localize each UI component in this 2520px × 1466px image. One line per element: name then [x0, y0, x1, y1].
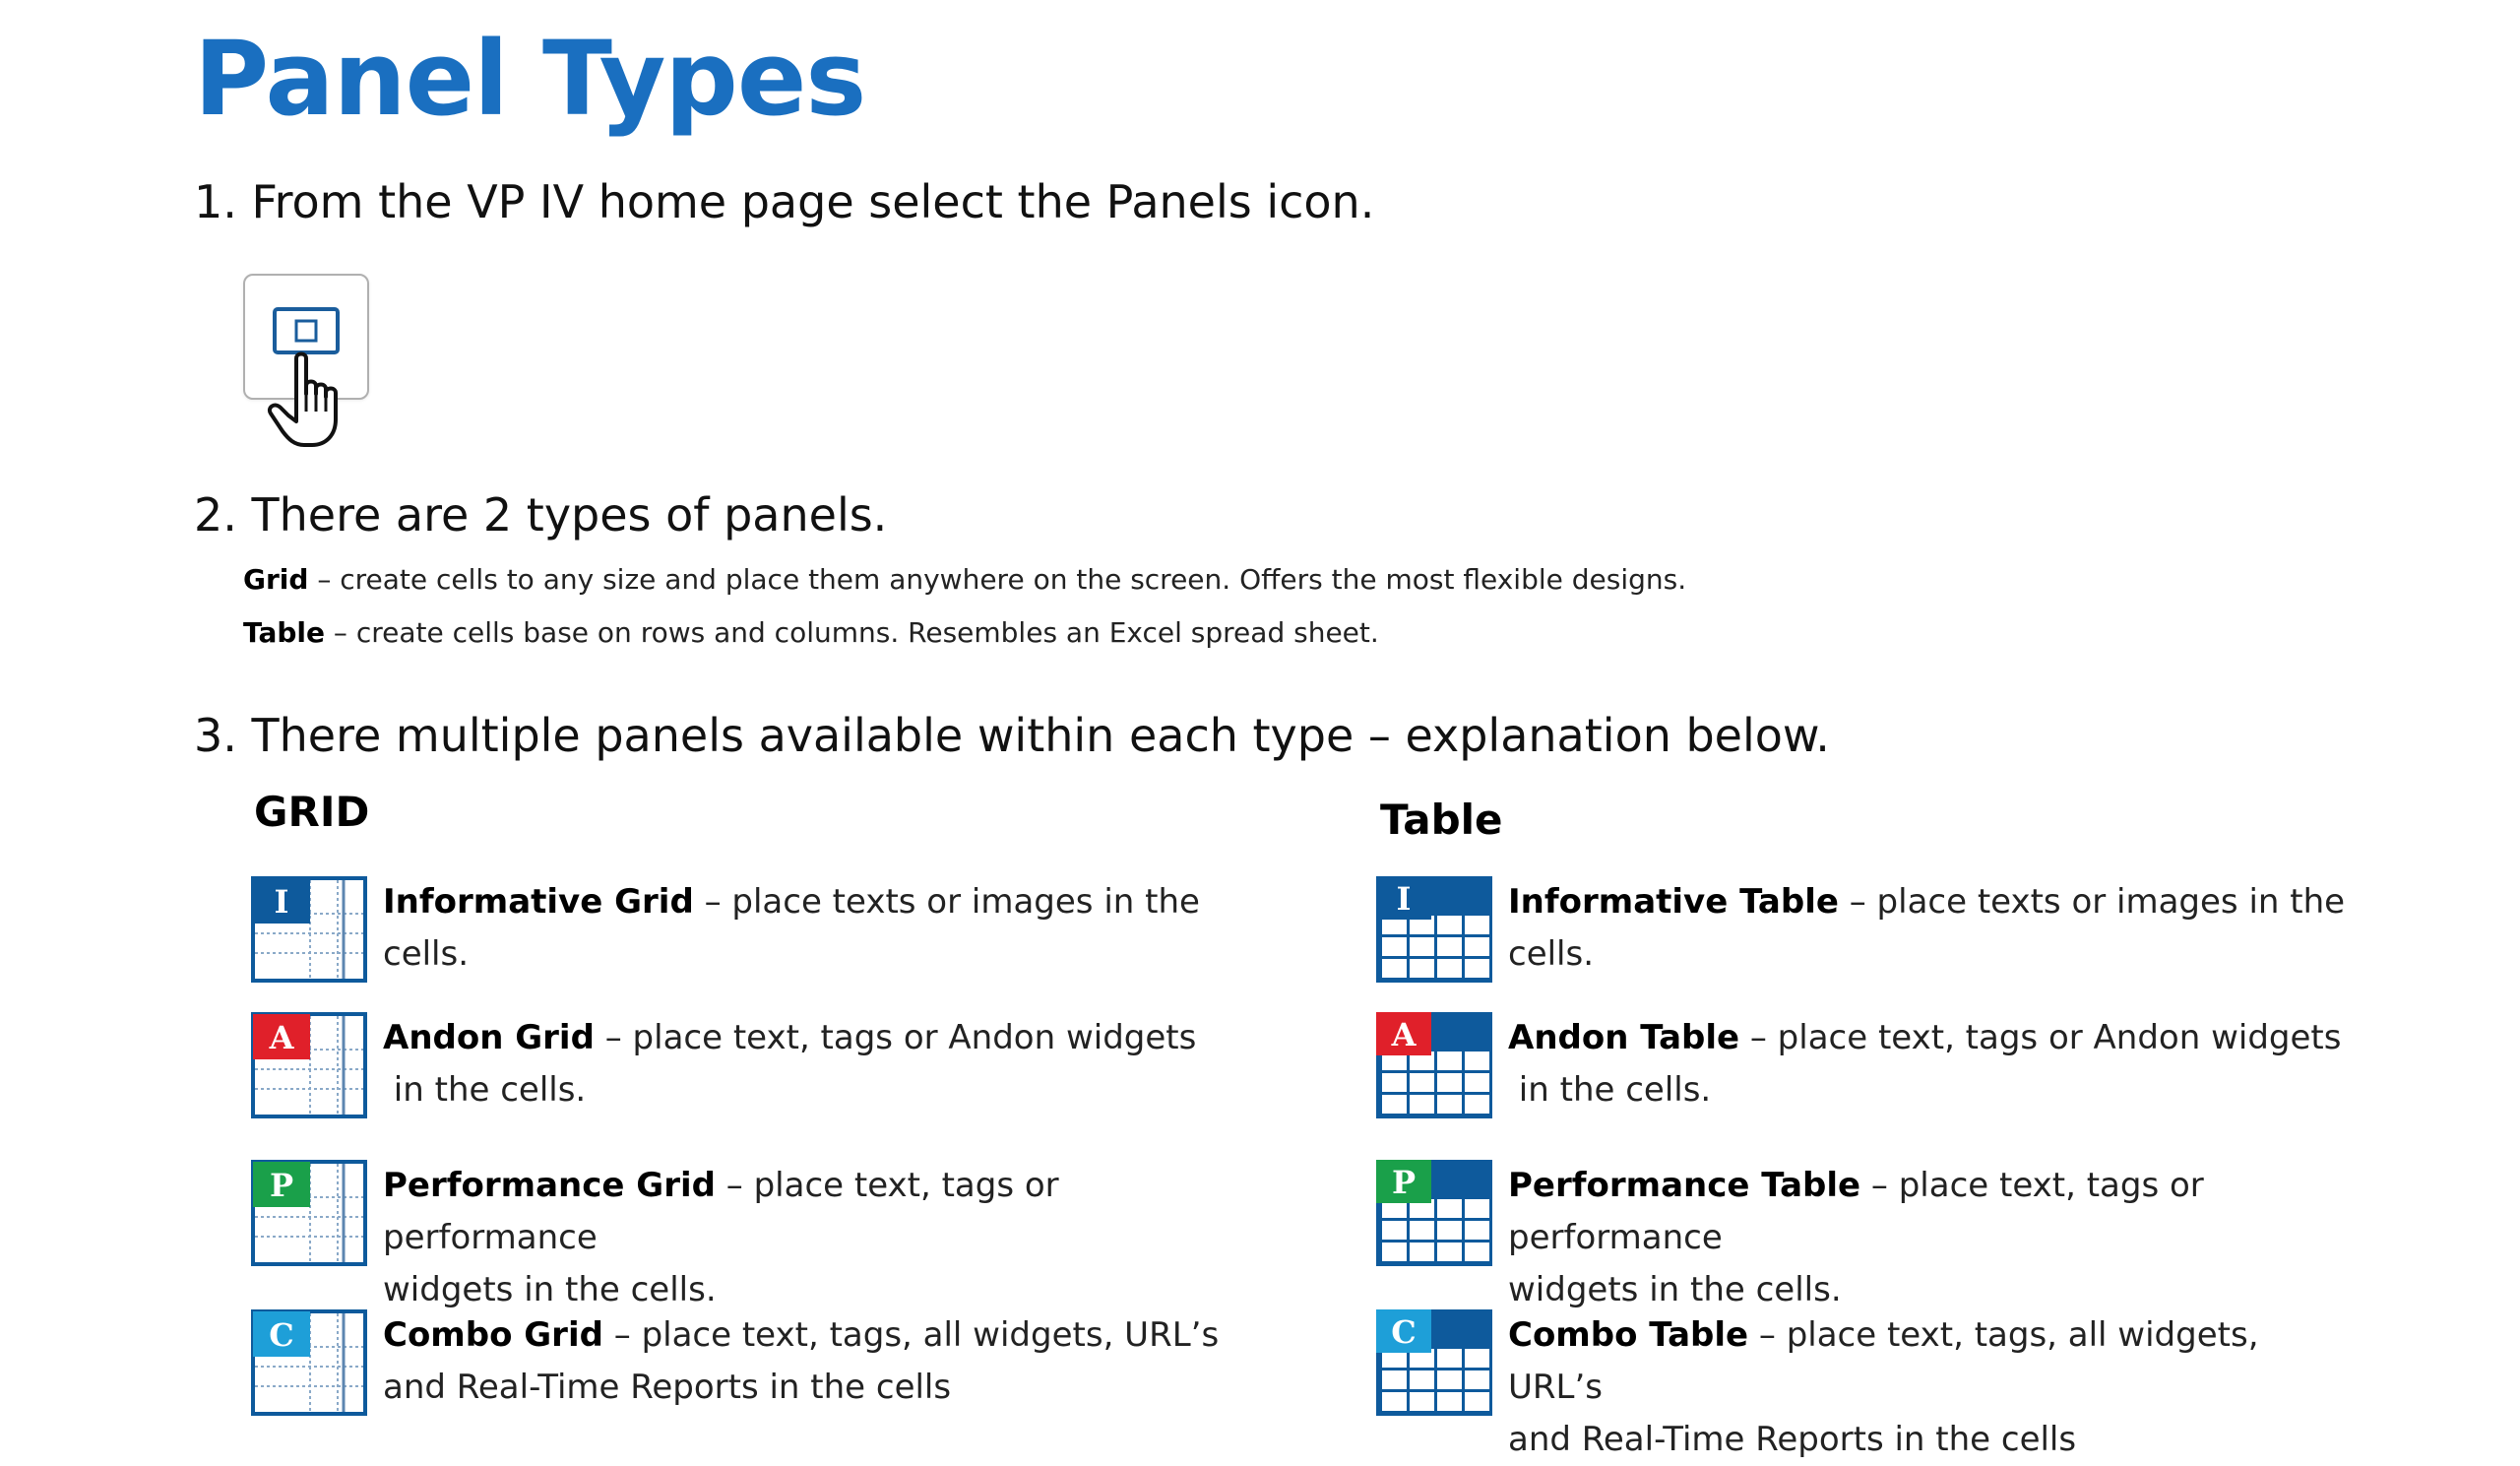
- table-panel-name: Performance Table: [1508, 1166, 1861, 1205]
- step-3: 3. There multiple panels available within each type – explanation below.: [194, 709, 1830, 762]
- svg-text:A: A: [269, 1019, 294, 1056]
- table-panel-a-icon: [1376, 1012, 1492, 1122]
- table-panel-c-icon: [1376, 1309, 1492, 1420]
- table-panel-desc-line2: in the cells.: [1508, 1070, 1712, 1110]
- grid-panel-desc: – place text, tags, all widgets, URL’s: [602, 1315, 1220, 1355]
- svg-text:P: P: [269, 1167, 294, 1204]
- grid-panel-name: Informative Grid: [383, 882, 694, 922]
- grid-panel-name: Performance Grid: [383, 1166, 716, 1205]
- table-panel-desc: – place text, tags or performance: [1508, 1166, 2204, 1257]
- step-1: 1. From the VP IV home page select the Panels icon.: [194, 175, 1375, 228]
- page-title: Panel Types: [194, 19, 866, 139]
- panels-icon[interactable]: [243, 274, 369, 400]
- table-panel-desc: – place texts or images in the cells.: [1508, 882, 2346, 974]
- table-panel-name: Andon Table: [1508, 1018, 1740, 1057]
- grid-panel-desc-line2: in the cells.: [383, 1070, 587, 1110]
- table-panel-i-icon: [1376, 876, 1492, 987]
- type-table-line: [243, 616, 1379, 650]
- svg-text:I: I: [274, 883, 289, 921]
- svg-text:A: A: [1391, 1016, 1417, 1053]
- svg-text:C: C: [1391, 1313, 1417, 1351]
- grid-panel-description: [383, 1309, 1219, 1414]
- table-panel-desc: – place text, tags, all widgets, URL’s: [1508, 1315, 2259, 1407]
- svg-text:I: I: [1396, 880, 1412, 918]
- table-panel-p-icon: [1376, 1160, 1492, 1270]
- type-grid-line: [243, 563, 1686, 597]
- svg-text:C: C: [269, 1316, 294, 1354]
- table-panel-desc: – place text, tags or Andon widgets: [1739, 1018, 2342, 1057]
- table-panel-description: [1508, 1012, 2341, 1116]
- grid-heading: GRID: [254, 788, 370, 836]
- type-grid-desc: – create cells to any size and place them anywhere on the screen. Offers the most flexible designs.: [308, 563, 1687, 596]
- table-panel-desc-line2: widgets in the cells.: [1508, 1270, 1842, 1309]
- table-panel-description: [1508, 1160, 2361, 1316]
- grid-panel-description: [383, 1012, 1196, 1116]
- svg-text:P: P: [1391, 1164, 1417, 1201]
- grid-panel-i-icon: [251, 876, 367, 987]
- hand-pointer-icon: [267, 351, 355, 449]
- table-panel-description: [1508, 876, 2361, 981]
- grid-panel-desc: – place text, tags or Andon widgets: [594, 1018, 1197, 1057]
- table-panel-name: Combo Table: [1508, 1315, 1749, 1355]
- table-panel-desc-line2: and Real-Time Reports in the cells: [1508, 1420, 2077, 1459]
- grid-panel-description: [383, 876, 1235, 981]
- table-heading: Table: [1380, 796, 1503, 844]
- grid-panel-c-icon: [251, 1309, 367, 1420]
- table-panel-description: [1508, 1309, 2361, 1466]
- grid-panel-desc-line2: widgets in the cells.: [383, 1270, 717, 1309]
- grid-panel-desc: – place text, tags or performance: [383, 1166, 1059, 1257]
- type-grid-name: Grid: [243, 563, 309, 596]
- type-table-desc: – create cells base on rows and columns. Resembles an Excel spread sheet.: [325, 616, 1379, 649]
- grid-panel-name: Andon Grid: [383, 1018, 595, 1057]
- table-panel-name: Informative Table: [1508, 882, 1839, 922]
- grid-panel-desc: – place texts or images in the cells.: [383, 882, 1200, 974]
- type-table-name: Table: [243, 616, 326, 649]
- grid-panel-desc-line2: and Real-Time Reports in the cells: [383, 1368, 952, 1407]
- grid-panel-name: Combo Grid: [383, 1315, 603, 1355]
- grid-panel-description: [383, 1160, 1235, 1316]
- step-2: 2. There are 2 types of panels.: [194, 488, 888, 542]
- grid-panel-a-icon: [251, 1012, 367, 1122]
- grid-panel-p-icon: [251, 1160, 367, 1270]
